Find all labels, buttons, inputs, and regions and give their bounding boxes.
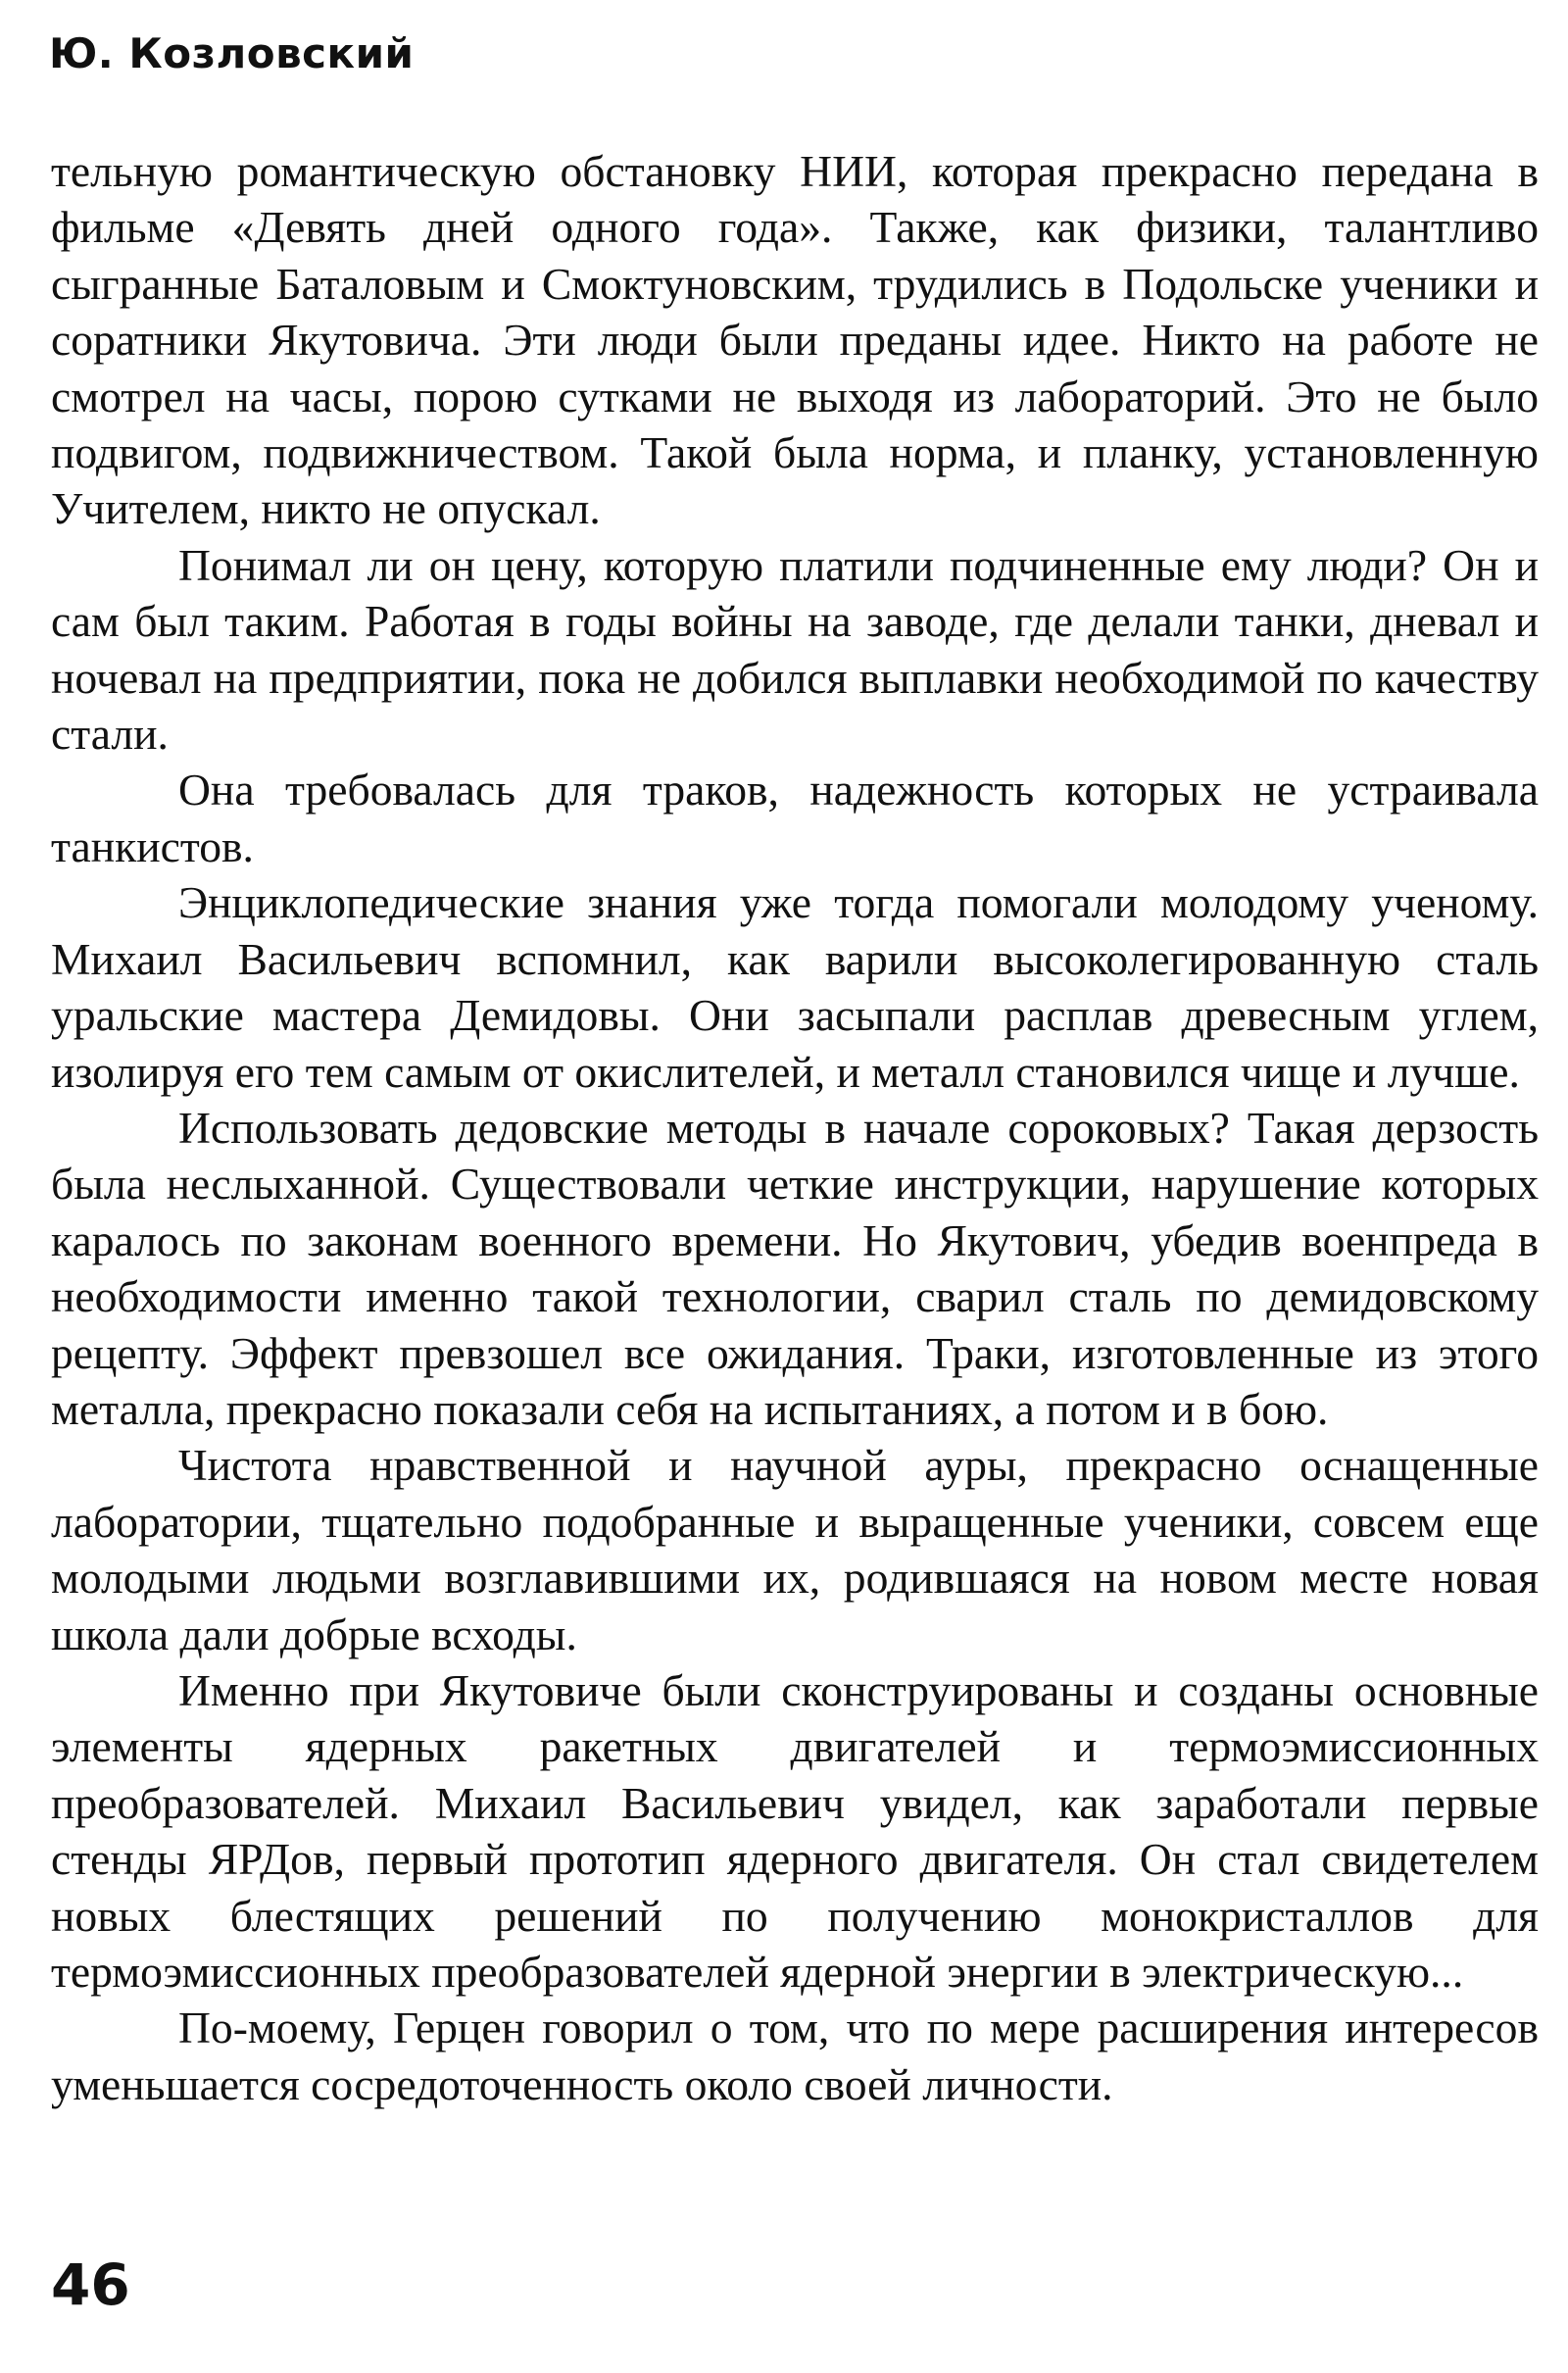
paragraph: Она требовалась для траков, надежность которых не устраивала танкистов. bbox=[51, 765, 1539, 871]
body-text bbox=[51, 143, 1539, 2112]
paragraph: Использовать дедовские методы в начале сороковых? Такая дерзость была неслыханной. Существовали четкие инструкции, нарушение которых каралось по законам военного времени. Но Якутович, убедив военпреда в необходимости именно такой технологии, сварил сталь по демидовскому рецепту. Эффект превзошел все ожидания. Траки, изготовленные из этого металла, прекрасно показали себя на испытаниях, а потом и в бою. bbox=[51, 1102, 1539, 1434]
page-number: 46 bbox=[51, 2251, 130, 2318]
running-head: Ю. Козловский bbox=[49, 29, 415, 77]
paragraph: Понимал ли он цену, которую платили подчиненные ему люди? Он и сам был таким. Работая в годы войны на заводе, где делали танки, дневал и ночевал на предприятии, пока не добился выплавки необходимой по качеству стали. bbox=[51, 539, 1539, 760]
paragraph: По-моему, Герцен говорил о том, что по мере расширения интересов уменьшается сосредоточенность около своей личности. bbox=[51, 2002, 1539, 2109]
paragraph: Энциклопедические знания уже тогда помогали молодому ученому. Михаил Васильевич вспомнил, как варили высоколегированную сталь уральские мастера Демидовы. Они засыпали расплав древесным углем, изолируя его тем самым от окислителей, и металл становился чище и лучше. bbox=[51, 877, 1539, 1097]
paragraph: Чистота нравственной и научной ауры, прекрасно оснащенные лаборатории, тщательно подобранные и выращенные ученики, совсем еще молодыми людьми возглавившими их, родившаяся на новом месте новая школа дали добрые всходы. bbox=[51, 1440, 1539, 1659]
paragraph-continued: тельную романтическую обстановку НИИ, которая прекрасно передана в фильме «Девять дней одного года». Также, как физики, талантливо сыгранные Баталовым и Смоктуновским, трудились в Подольске ученики и соратники Якутовича. Эти люди были преданы идее. Никто на работе не смотрел на часы, порою сутками не выходя из лабораторий. Это не было подвигом, подвижничеством. Такой была норма, и планку, установленную Учителем, никто не опускал. bbox=[51, 146, 1539, 534]
paragraph: Именно при Якутовиче были сконструированы и созданы основные элементы ядерных ракетных двигателей и термоэмиссионных преобразователей. Михаил Васильевич увидел, как заработали первые стенды ЯРДов, первый прототип ядерного двигателя. Он стал свидетелем новых блестящих решений по получению монокристаллов для термоэмиссионных преобразователей ядерной энергии в электрическую... bbox=[51, 1664, 1539, 1997]
